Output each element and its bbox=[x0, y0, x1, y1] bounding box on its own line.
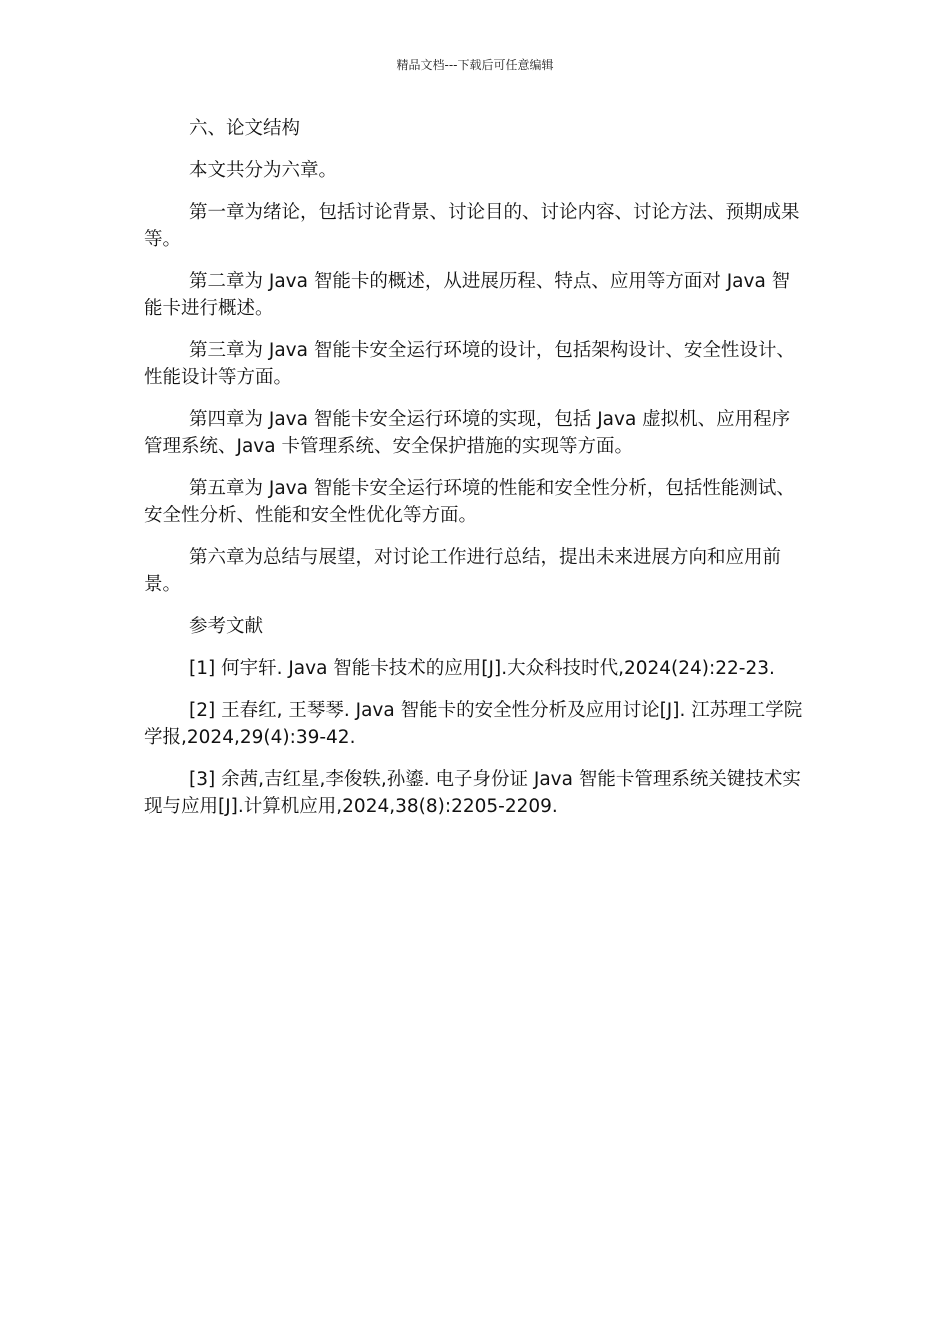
document-body bbox=[144, 115, 806, 835]
paragraph-chapter-4: 第四章为 Java 智能卡安全运行环境的实现，包括 Java 虚拟机、应用程序管理系统、Java 卡管理系统、安全保护措施的实现等方面。 bbox=[144, 409, 791, 457]
paragraph-chapter-6: 第六章为总结与展望，对讨论工作进行总结，提出未来进展方向和应用前景。 bbox=[144, 547, 782, 595]
references-heading: 参考文献 bbox=[189, 616, 264, 637]
reference-item-1: [1] 何宇轩. Java 智能卡技术的应用[J].大众科技时代,2024(24):22-23. bbox=[189, 658, 775, 679]
reference-item-2: [2] 王春红, 王琴琴. Java 智能卡的安全性分析及应用讨论[J]. 江苏理工学院学报,2024,29(4):39-42. bbox=[144, 700, 803, 748]
section-heading: 六、论文结构 bbox=[189, 118, 301, 139]
paragraph-chapter-5: 第五章为 Java 智能卡安全运行环境的性能和安全性分析，包括性能测试、安全性分析、性能和安全性优化等方面。 bbox=[144, 478, 795, 526]
paragraph-chapter-1: 第一章为绪论，包括讨论背景、讨论目的、讨论内容、讨论方法、预期成果等。 bbox=[144, 202, 800, 250]
paragraph-overview: 本文共分为六章。 bbox=[189, 160, 338, 181]
page-header: 精品文档---下载后可任意编辑 bbox=[396, 58, 554, 72]
reference-item-3: [3] 余茜,吉红星,李俊轶,孙鎏. 电子身份证 Java 智能卡管理系统关键技术实现与应用[J].计算机应用,2024,38(8):2205-2209. bbox=[144, 769, 801, 817]
paragraph-chapter-3: 第三章为 Java 智能卡安全运行环境的设计，包括架构设计、安全性设计、性能设计等方面。 bbox=[144, 340, 795, 388]
paragraph-chapter-2: 第二章为 Java 智能卡的概述，从进展历程、特点、应用等方面对 Java 智能卡进行概述。 bbox=[144, 271, 791, 319]
